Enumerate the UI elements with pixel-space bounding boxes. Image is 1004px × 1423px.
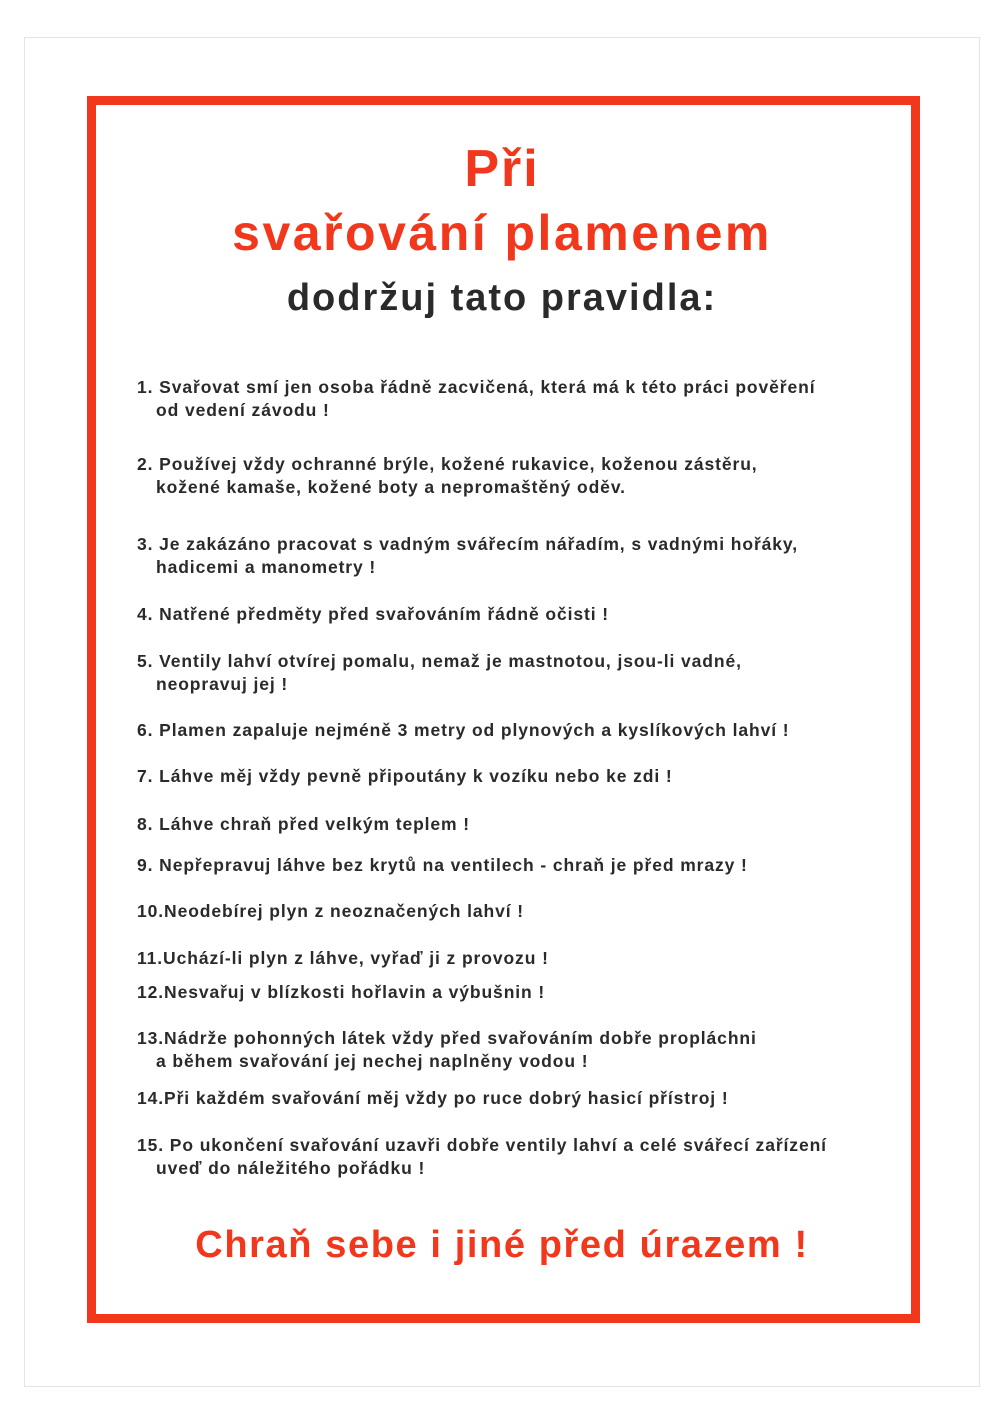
rule-text-continued: neopravuj jej ! [156, 674, 289, 694]
rule-text: 10.Neodebírej plyn z neoznačených lahví ! [137, 901, 525, 921]
rule-text-continued: hadicemi a manometry ! [156, 557, 377, 577]
rule-item-6 [137, 719, 927, 742]
rule-item-11 [137, 947, 927, 970]
rule-item-15 [137, 1134, 927, 1180]
sign-title-line-1: Při [464, 140, 540, 198]
rule-text: 1. Svařovat smí jen osoba řádně zacvičená, která má k této práci pověření [137, 377, 816, 397]
rule-text-continued: a během svařování jej nechej naplněny vodou ! [156, 1051, 589, 1071]
rule-item-12 [137, 981, 927, 1004]
rule-item-4 [137, 603, 927, 626]
rule-text: 7. Láhve měj vždy pevně připoutány k vozíku nebo ke zdi ! [137, 766, 673, 786]
rule-item-3 [137, 533, 927, 579]
sign-subtitle: dodržuj tato pravidla: [286, 277, 718, 319]
rule-text: 8. Láhve chraň před velkým teplem ! [137, 814, 471, 834]
sign-footer-warning: Chraň sebe i jiné před úrazem ! [195, 1224, 809, 1266]
rule-text: 5. Ventily lahví otvírej pomalu, nemaž je mastnotou, jsou-li vadné, [137, 651, 742, 671]
rule-item-7 [137, 765, 927, 788]
rule-text-continued: uveď do náležitého pořádku ! [156, 1158, 426, 1178]
rule-text: 15. Po ukončení svařování uzavři dobře ventily lahví a celé svářecí zařízení [137, 1135, 827, 1155]
rule-item-5 [137, 650, 927, 696]
rule-text: 14.Při každém svařování měj vždy po ruce dobrý hasicí přístroj ! [137, 1088, 729, 1108]
rule-item-9 [137, 854, 927, 877]
rule-item-2 [137, 453, 927, 499]
rule-text: 13.Nádrže pohonných látek vždy před svařováním dobře propláchni [137, 1028, 757, 1048]
rule-item-10 [137, 900, 927, 923]
rule-text: 11.Uchází-li plyn z láhve, vyřaď ji z provozu ! [137, 948, 549, 968]
rule-text-continued: kožené kamaše, kožené boty a nepromaštěný oděv. [156, 477, 626, 497]
rule-text: 12.Nesvařuj v blízkosti hořlavin a výbušnin ! [137, 982, 546, 1002]
sign-title-line-2: svařování plamenem [232, 205, 772, 261]
rule-item-8 [137, 813, 927, 836]
rule-item-14 [137, 1087, 927, 1110]
rule-item-1 [137, 376, 927, 422]
rule-text: 4. Natřené předměty před svařováním řádně očisti ! [137, 604, 609, 624]
rule-text: 6. Plamen zapaluje nejméně 3 metry od plynových a kyslíkových lahví ! [137, 720, 790, 740]
rule-text: 9. Nepřepravuj láhve bez krytů na ventilech - chraň je před mrazy ! [137, 855, 748, 875]
rule-text: 2. Používej vždy ochranné brýle, kožené rukavice, koženou zástěru, [137, 454, 758, 474]
rule-text-continued: od vedení závodu ! [156, 400, 330, 420]
rule-item-13 [137, 1027, 927, 1073]
rule-text: 3. Je zakázáno pracovat s vadným svářecím nářadím, s vadnými hořáky, [137, 534, 799, 554]
